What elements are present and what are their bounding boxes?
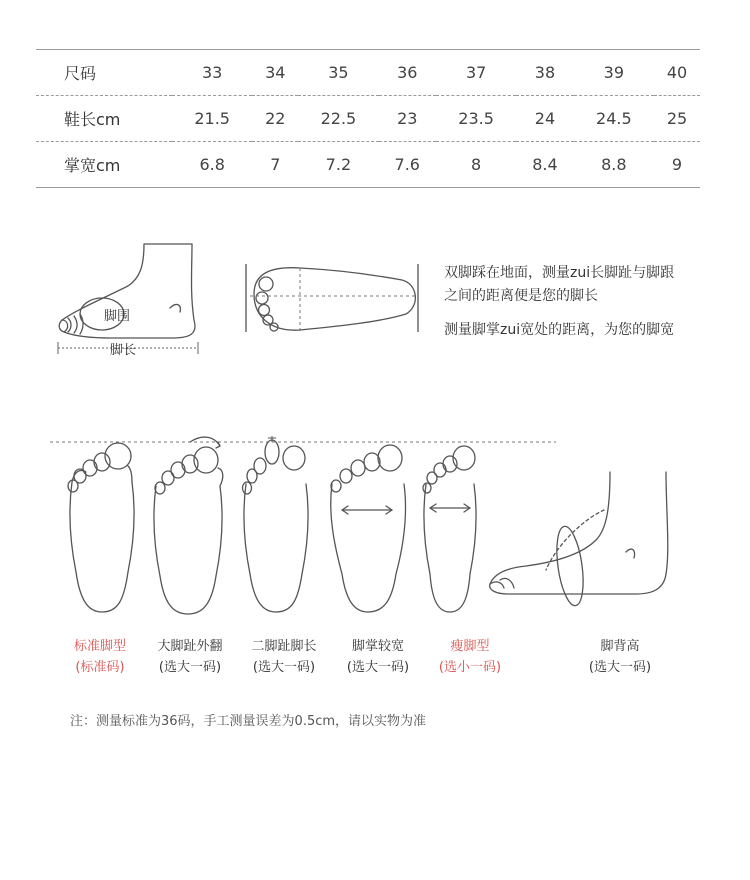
size-table-cell: 24 bbox=[516, 96, 573, 142]
foot-type-name: 脚背高 bbox=[600, 639, 640, 654]
size-table-cell: 35 bbox=[298, 50, 378, 96]
size-table-cell: 33 bbox=[172, 50, 252, 96]
size-table-row-label: 鞋长cm bbox=[36, 96, 172, 142]
size-table-row bbox=[36, 50, 700, 96]
high-instep-foot-icon bbox=[486, 470, 672, 610]
size-table-cell: 7 bbox=[252, 142, 298, 188]
size-table-cell: 7.2 bbox=[298, 142, 378, 188]
long-second-toe-foot-icon bbox=[240, 436, 312, 616]
size-table-cell: 39 bbox=[574, 50, 654, 96]
size-table-cell: 38 bbox=[516, 50, 573, 96]
foot-type-label-long-second-toe bbox=[236, 636, 332, 678]
foot-girth-label: 脚围 bbox=[104, 309, 131, 324]
size-table-cell: 7.6 bbox=[379, 142, 436, 188]
width-measure-note: 测量脚掌zui宽处的距离，为您的脚宽 bbox=[444, 322, 675, 338]
slim-foot-icon bbox=[420, 442, 482, 616]
foot-type-advice: (选大一码) bbox=[252, 660, 316, 675]
foot-type-name: 脚掌较宽 bbox=[351, 639, 404, 654]
size-table-row bbox=[36, 96, 700, 142]
size-table-cell: 22 bbox=[252, 96, 298, 142]
foot-type-name: 大脚趾外翻 bbox=[157, 639, 223, 654]
bunion-foot-icon bbox=[150, 430, 230, 616]
size-table-row-label: 尺码 bbox=[36, 50, 172, 96]
size-table-body bbox=[36, 50, 700, 188]
size-table-cell: 23.5 bbox=[436, 96, 516, 142]
foot-type-advice: (选大一码) bbox=[588, 660, 652, 675]
size-table-cell: 8.8 bbox=[574, 142, 654, 188]
foot-type-name: 标准脚型 bbox=[73, 639, 126, 654]
size-table-cell: 36 bbox=[379, 50, 436, 96]
foot-type-label-standard bbox=[52, 636, 148, 678]
size-table-cell: 34 bbox=[252, 50, 298, 96]
wide-forefoot-icon bbox=[328, 440, 410, 616]
foot-type-advice: (选大一码) bbox=[158, 660, 222, 675]
size-table-row bbox=[36, 142, 700, 188]
size-table-cell: 8 bbox=[436, 142, 516, 188]
foot-length-label: 脚长 bbox=[110, 343, 137, 358]
foot-type-advice: (选大一码) bbox=[346, 660, 410, 675]
foot-type-label-slim bbox=[422, 636, 518, 678]
foot-type-label-wide bbox=[330, 636, 426, 678]
foot-type-advice: (选小一码) bbox=[438, 660, 502, 675]
size-table-cell: 21.5 bbox=[172, 96, 252, 142]
size-table-cell: 25 bbox=[654, 96, 700, 142]
standard-foot-icon bbox=[66, 442, 138, 614]
size-table bbox=[36, 49, 700, 188]
foot-top-view-illustration bbox=[240, 260, 430, 340]
size-table-row-label: 掌宽cm bbox=[36, 142, 172, 188]
size-table-cell: 22.5 bbox=[298, 96, 378, 142]
length-measure-note-line1: 双脚踩在地面，测量zui长脚趾与脚跟 bbox=[444, 265, 675, 281]
foot-type-name: 瘦脚型 bbox=[450, 639, 490, 654]
size-table-cell: 6.8 bbox=[172, 142, 252, 188]
size-table-cell: 23 bbox=[379, 96, 436, 142]
size-table-cell: 40 bbox=[654, 50, 700, 96]
size-table-cell: 24.5 bbox=[574, 96, 654, 142]
size-table-cell: 9 bbox=[654, 142, 700, 188]
foot-type-advice: (标准码) bbox=[75, 660, 125, 675]
foot-type-label-bunion bbox=[142, 636, 238, 678]
size-table-cell: 37 bbox=[436, 50, 516, 96]
length-measure-note-line2: 之间的距离便是您的脚长 bbox=[444, 288, 598, 304]
foot-type-label-high-instep bbox=[572, 636, 668, 678]
foot-type-name: 二脚趾脚长 bbox=[251, 639, 317, 654]
footnote: 注：测量标准为36码，手工测量误差为0.5cm，请以实物为准 bbox=[70, 714, 427, 729]
size-table-cell: 8.4 bbox=[516, 142, 573, 188]
